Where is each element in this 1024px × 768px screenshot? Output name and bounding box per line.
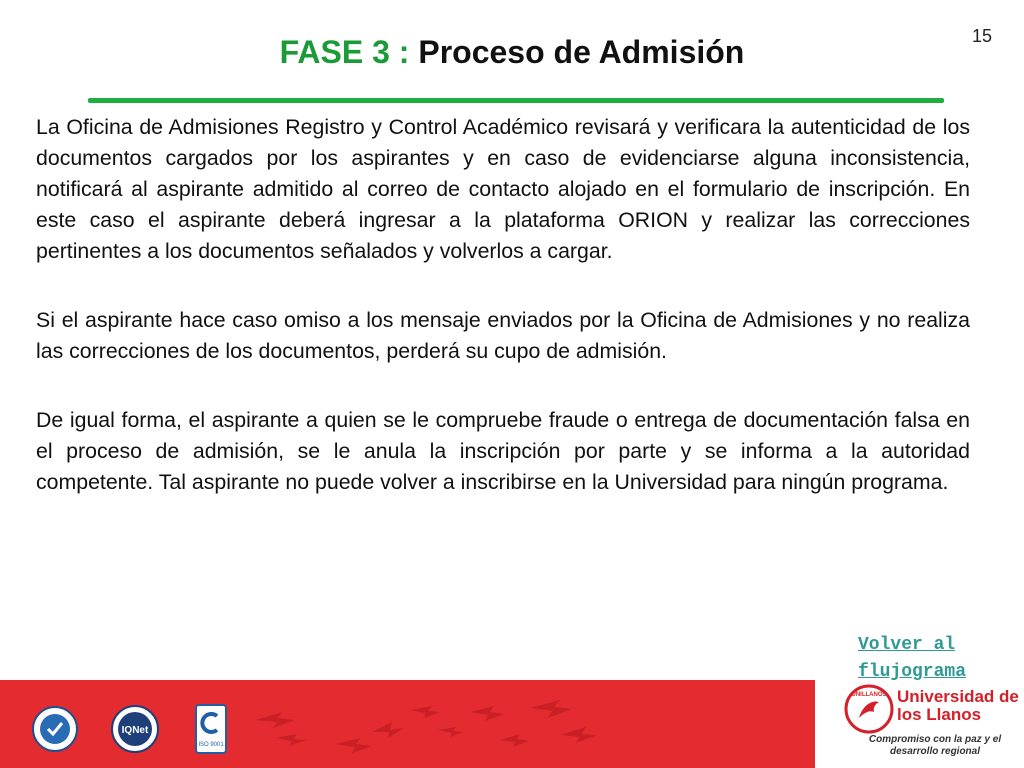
certification-seal <box>28 704 82 754</box>
certification-seal-icon <box>31 705 79 753</box>
paragraph-verification: La Oficina de Admisiones Registro y Control Académico revisará y verificara la autenticidad de los documentos cargados por los aspirantes y en caso de evidenciarse alguna inconsistencia, notificará al aspirante admitido al correo de contacto alojado en el formulario de inscripción. En este caso el aspirante deberá ingresar a la plataforma ORION y realizar las correcciones pertinentes a los documentos señalados y volverlos a cargar. <box>36 115 970 263</box>
iqnet-certified-icon <box>110 704 160 754</box>
unillanos-logo-icon <box>843 684 895 734</box>
slide-title <box>0 32 1024 72</box>
iqnet-certification <box>108 704 162 754</box>
title-phase: FASE 3 : <box>279 34 410 70</box>
university-name: Universidad de los Llanos <box>897 687 1019 724</box>
university-branding <box>835 682 1024 768</box>
title-divider <box>88 98 944 103</box>
icontec-iso-9001-icon <box>195 704 227 754</box>
slide-body <box>36 112 970 536</box>
back-to-flowchart-link[interactable]: Volver al flujograma <box>858 635 967 682</box>
slide-number: 15 <box>971 26 992 46</box>
title-text: Proceso de Admisión <box>418 34 745 70</box>
paragraph-omission: Si el aspirante hace caso omiso a los mensaje enviados por la Oficina de Admisiones y no realiza las correcciones de los documentos, perderá su cupo de admisión. <box>36 308 970 363</box>
university-motto: Compromiso con la paz y el desarrollo regional <box>868 734 1002 757</box>
iqnet-text: IQNet <box>121 725 149 736</box>
iso-text: ISO 9001 <box>198 742 224 748</box>
logo-text: UNILLANOS <box>851 692 887 698</box>
icontec-certification <box>194 704 228 754</box>
paragraph-fraud: De igual forma, el aspirante a quien se le compruebe fraude o entrega de documentación falsa en el proceso de admisión, se le anula la inscripción por parte y se informa a la autoridad competente. Tal aspirante no puede volver a inscribirse en la Universidad para ningún programa. <box>36 408 970 494</box>
